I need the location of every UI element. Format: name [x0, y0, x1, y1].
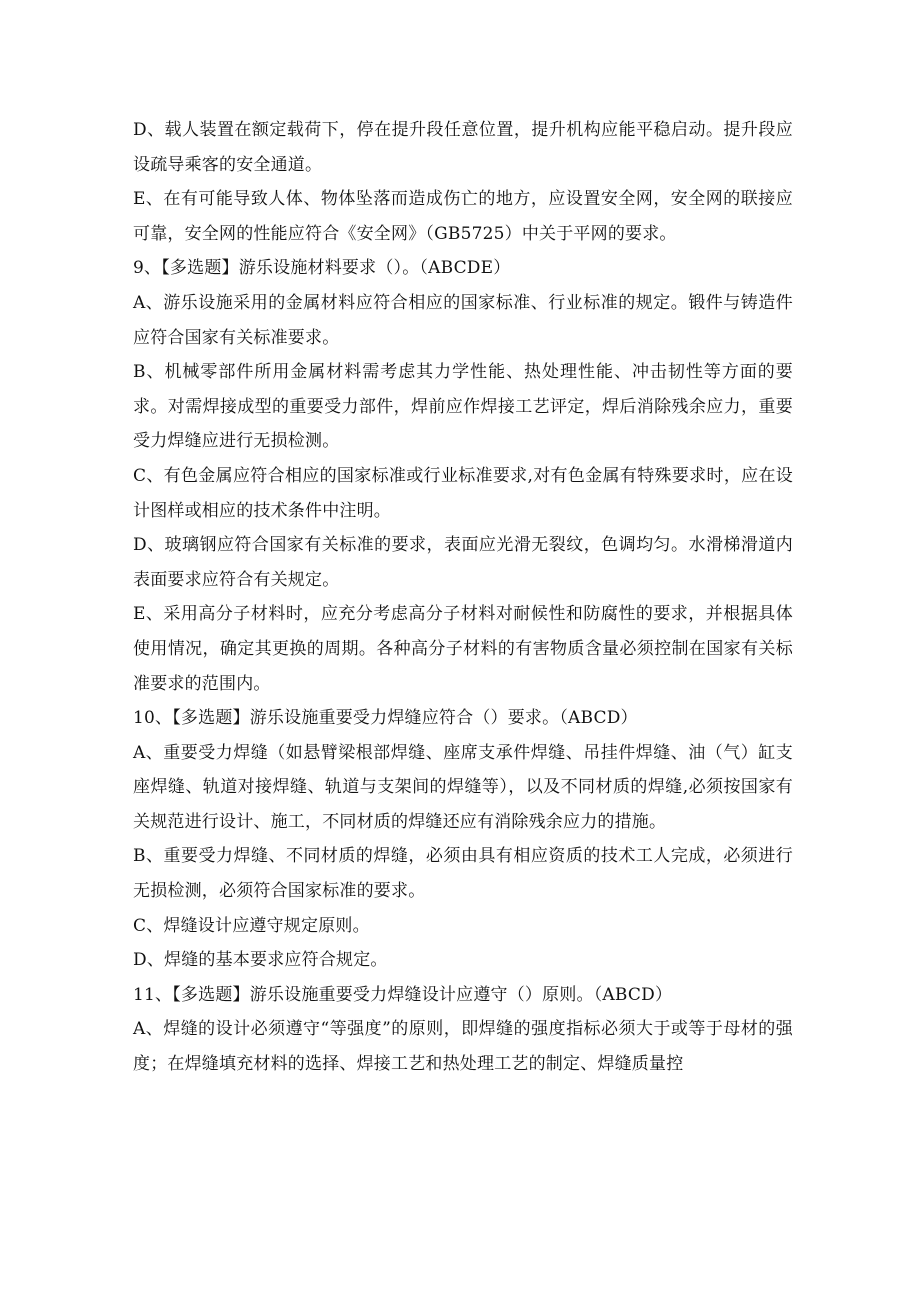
- option-a-q9: A、游乐设施采用的金属材料应符合相应的国家标准、行业标准的规定。锻件与铸造件应符合国家有关标准要求。: [133, 292, 793, 348]
- document-body: [133, 113, 793, 1082]
- option-d-q9: D、玻璃钢应符合国家有关标准的要求，表面应光滑无裂纹，色调均匀。水滑梯滑道内表面要求应符合有关规定。: [133, 535, 793, 590]
- question-9: 9、【多选题】游乐设施材料要求（）。（ABCDE）: [133, 258, 511, 279]
- option-e-q8: E、在有可能导致人体、物体坠落而造成伤亡的地方，应设置安全网，安全网的联接应可靠，安全网的性能应符合《安全网》（GB5725）中关于平网的要求。: [133, 189, 793, 244]
- option-d-q10: D、焊缝的基本要求应符合规定。: [133, 950, 388, 971]
- option-a-q10: A、重要受力焊缝（如悬臂梁根部焊缝、座席支承件焊缝、吊挂件焊缝、油（气）缸支座焊缝、轨道对接焊缝、轨道与支架间的焊缝等），以及不同材质的焊缝,必须按国家有关规范进行设计、施工，不同材质的焊缝还应有消除残余应力的措施。: [133, 742, 793, 832]
- option-c-q9: C、有色金属应符合相应的国家标准或行业标准要求,对有色金属有特殊要求时，应在设计图样或相应的技术条件中注明。: [133, 465, 793, 521]
- option-b-q10: B、重要受力焊缝、不同材质的焊缝，必须由具有相应资质的技术工人完成，必须进行无损检测，必须符合国家标准的要求。: [133, 846, 793, 902]
- question-10: 10、【多选题】游乐设施重要受力焊缝应符合（）要求。（ABCD）: [133, 708, 638, 729]
- option-a-q11: A、焊缝的设计必须遵守“等强度”的原则，即焊缝的强度指标必须大于或等于母材的强度；在焊缝填充材料的选择、焊接工艺和热处理工艺的制定、焊缝质量控: [133, 1019, 793, 1075]
- question-11: 11、【多选题】游乐设施重要受力焊缝设计应遵守（）原则。（ABCD）: [133, 984, 673, 1005]
- option-d-q8: D、载人装置在额定载荷下，停在提升段任意位置，提升机构应能平稳启动。提升段应设疏导乘客的安全通道。: [133, 120, 793, 175]
- option-e-q9: E、采用高分子材料时，应充分考虑高分子材料对耐候性和防腐性的要求，并根据具体使用情况，确定其更换的周期。各种高分子材料的有害物质含量必须控制在国家有关标准要求的范围内。: [133, 604, 793, 694]
- option-c-q10: C、焊缝设计应遵守规定原则。: [133, 915, 370, 936]
- option-b-q9: B、机械零部件所用金属材料需考虑其力学性能、热处理性能、冲击韧性等方面的要求。对需焊接成型的重要受力部件，焊前应作焊接工艺评定，焊后消除残余应力，重要受力焊缝应进行无损检测。: [133, 362, 793, 452]
